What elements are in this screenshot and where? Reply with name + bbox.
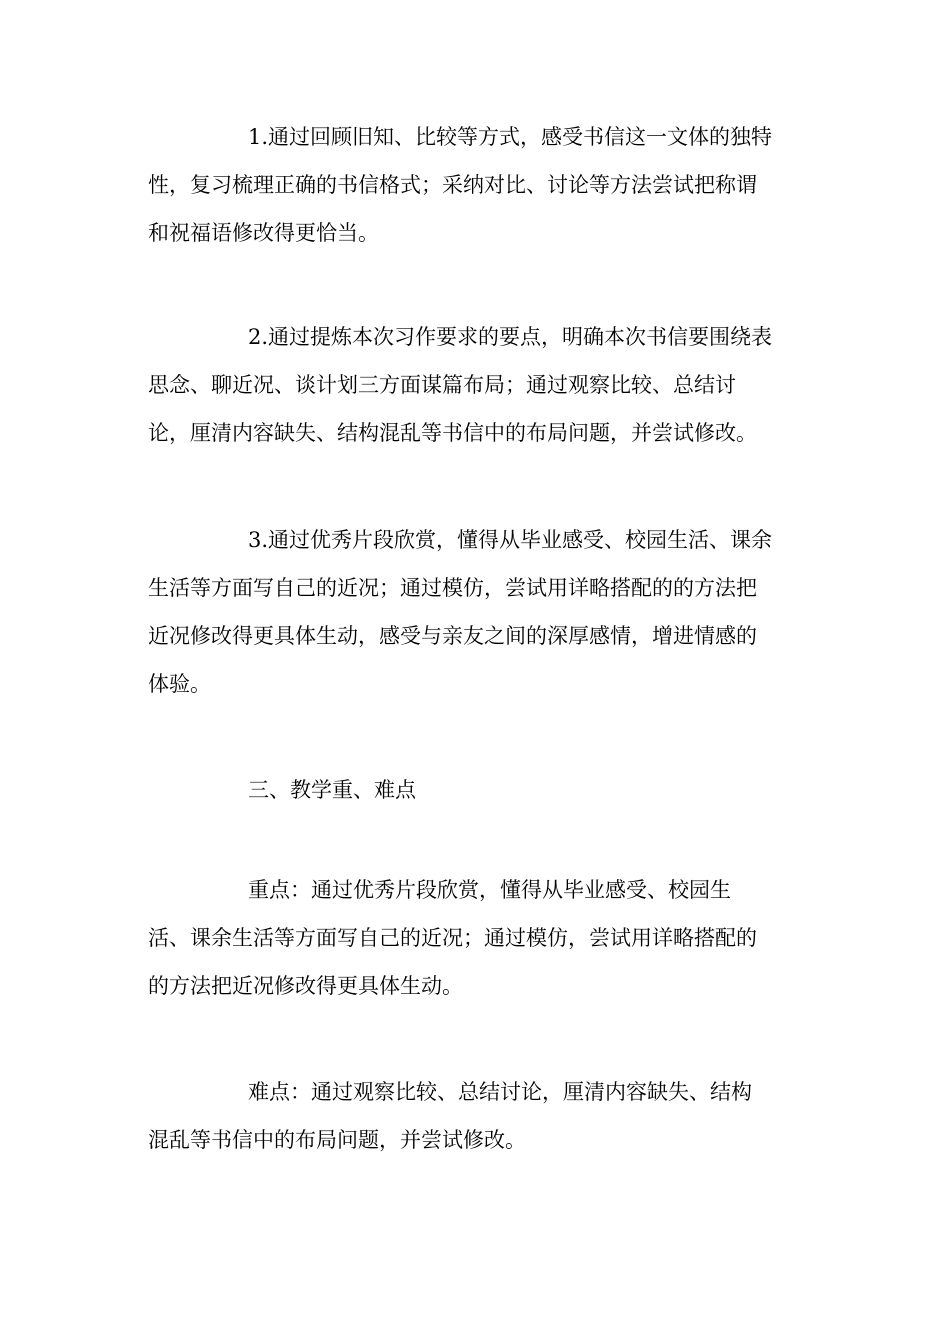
text-line: 和祝福语修改得更恰当。 [148,221,379,245]
paragraph-objective-2 [148,313,808,457]
text-line: 混乱等书信中的布局问题，并尝试修改。 [148,1128,526,1152]
text-line: 体验。 [148,672,211,696]
text-line: 活、课余生活等方面写自己的近况；通过模仿，尝试用详略搭配的 [148,926,757,950]
text-line: 生活等方面写自己的近况；通过模仿，尝试用详略搭配的的方法把 [148,576,757,600]
paragraph-key-point [148,866,808,1010]
text-line: 思念、聊近况、谈计划三方面谋篇布局；通过观察比较、总结讨 [148,373,736,397]
section-heading-text: 三、教学重、难点 [248,778,416,802]
text-line: 近况修改得更具体生动，感受与亲友之间的深厚感情，增进情感的 [148,624,757,648]
paragraph-objective-1 [148,113,808,257]
text-line: 的方法把近况修改得更具体生动。 [148,974,463,998]
section-heading [148,766,808,814]
text-line: 2.通过提炼本次习作要求的要点，明确本次书信要围绕表 [248,325,773,349]
text-line: 3.通过优秀片段欣赏，懂得从毕业感受、校园生活、课余 [248,528,773,552]
text-line: 重点：通过优秀片段欣赏，懂得从毕业感受、校园生 [248,878,731,902]
text-line: 性，复习梳理正确的书信格式；采纳对比、讨论等方法尝试把称谓 [148,173,757,197]
paragraph-difficult-point [148,1068,808,1164]
text-line: 论，厘清内容缺失、结构混乱等书信中的布局问题，并尝试修改。 [148,421,757,445]
text-line: 难点：通过观察比较、总结讨论，厘清内容缺失、结构 [248,1080,752,1104]
paragraph-objective-3 [148,516,808,708]
text-line: 1.通过回顾旧知、比较等方式，感受书信这一文体的独特 [248,125,773,149]
